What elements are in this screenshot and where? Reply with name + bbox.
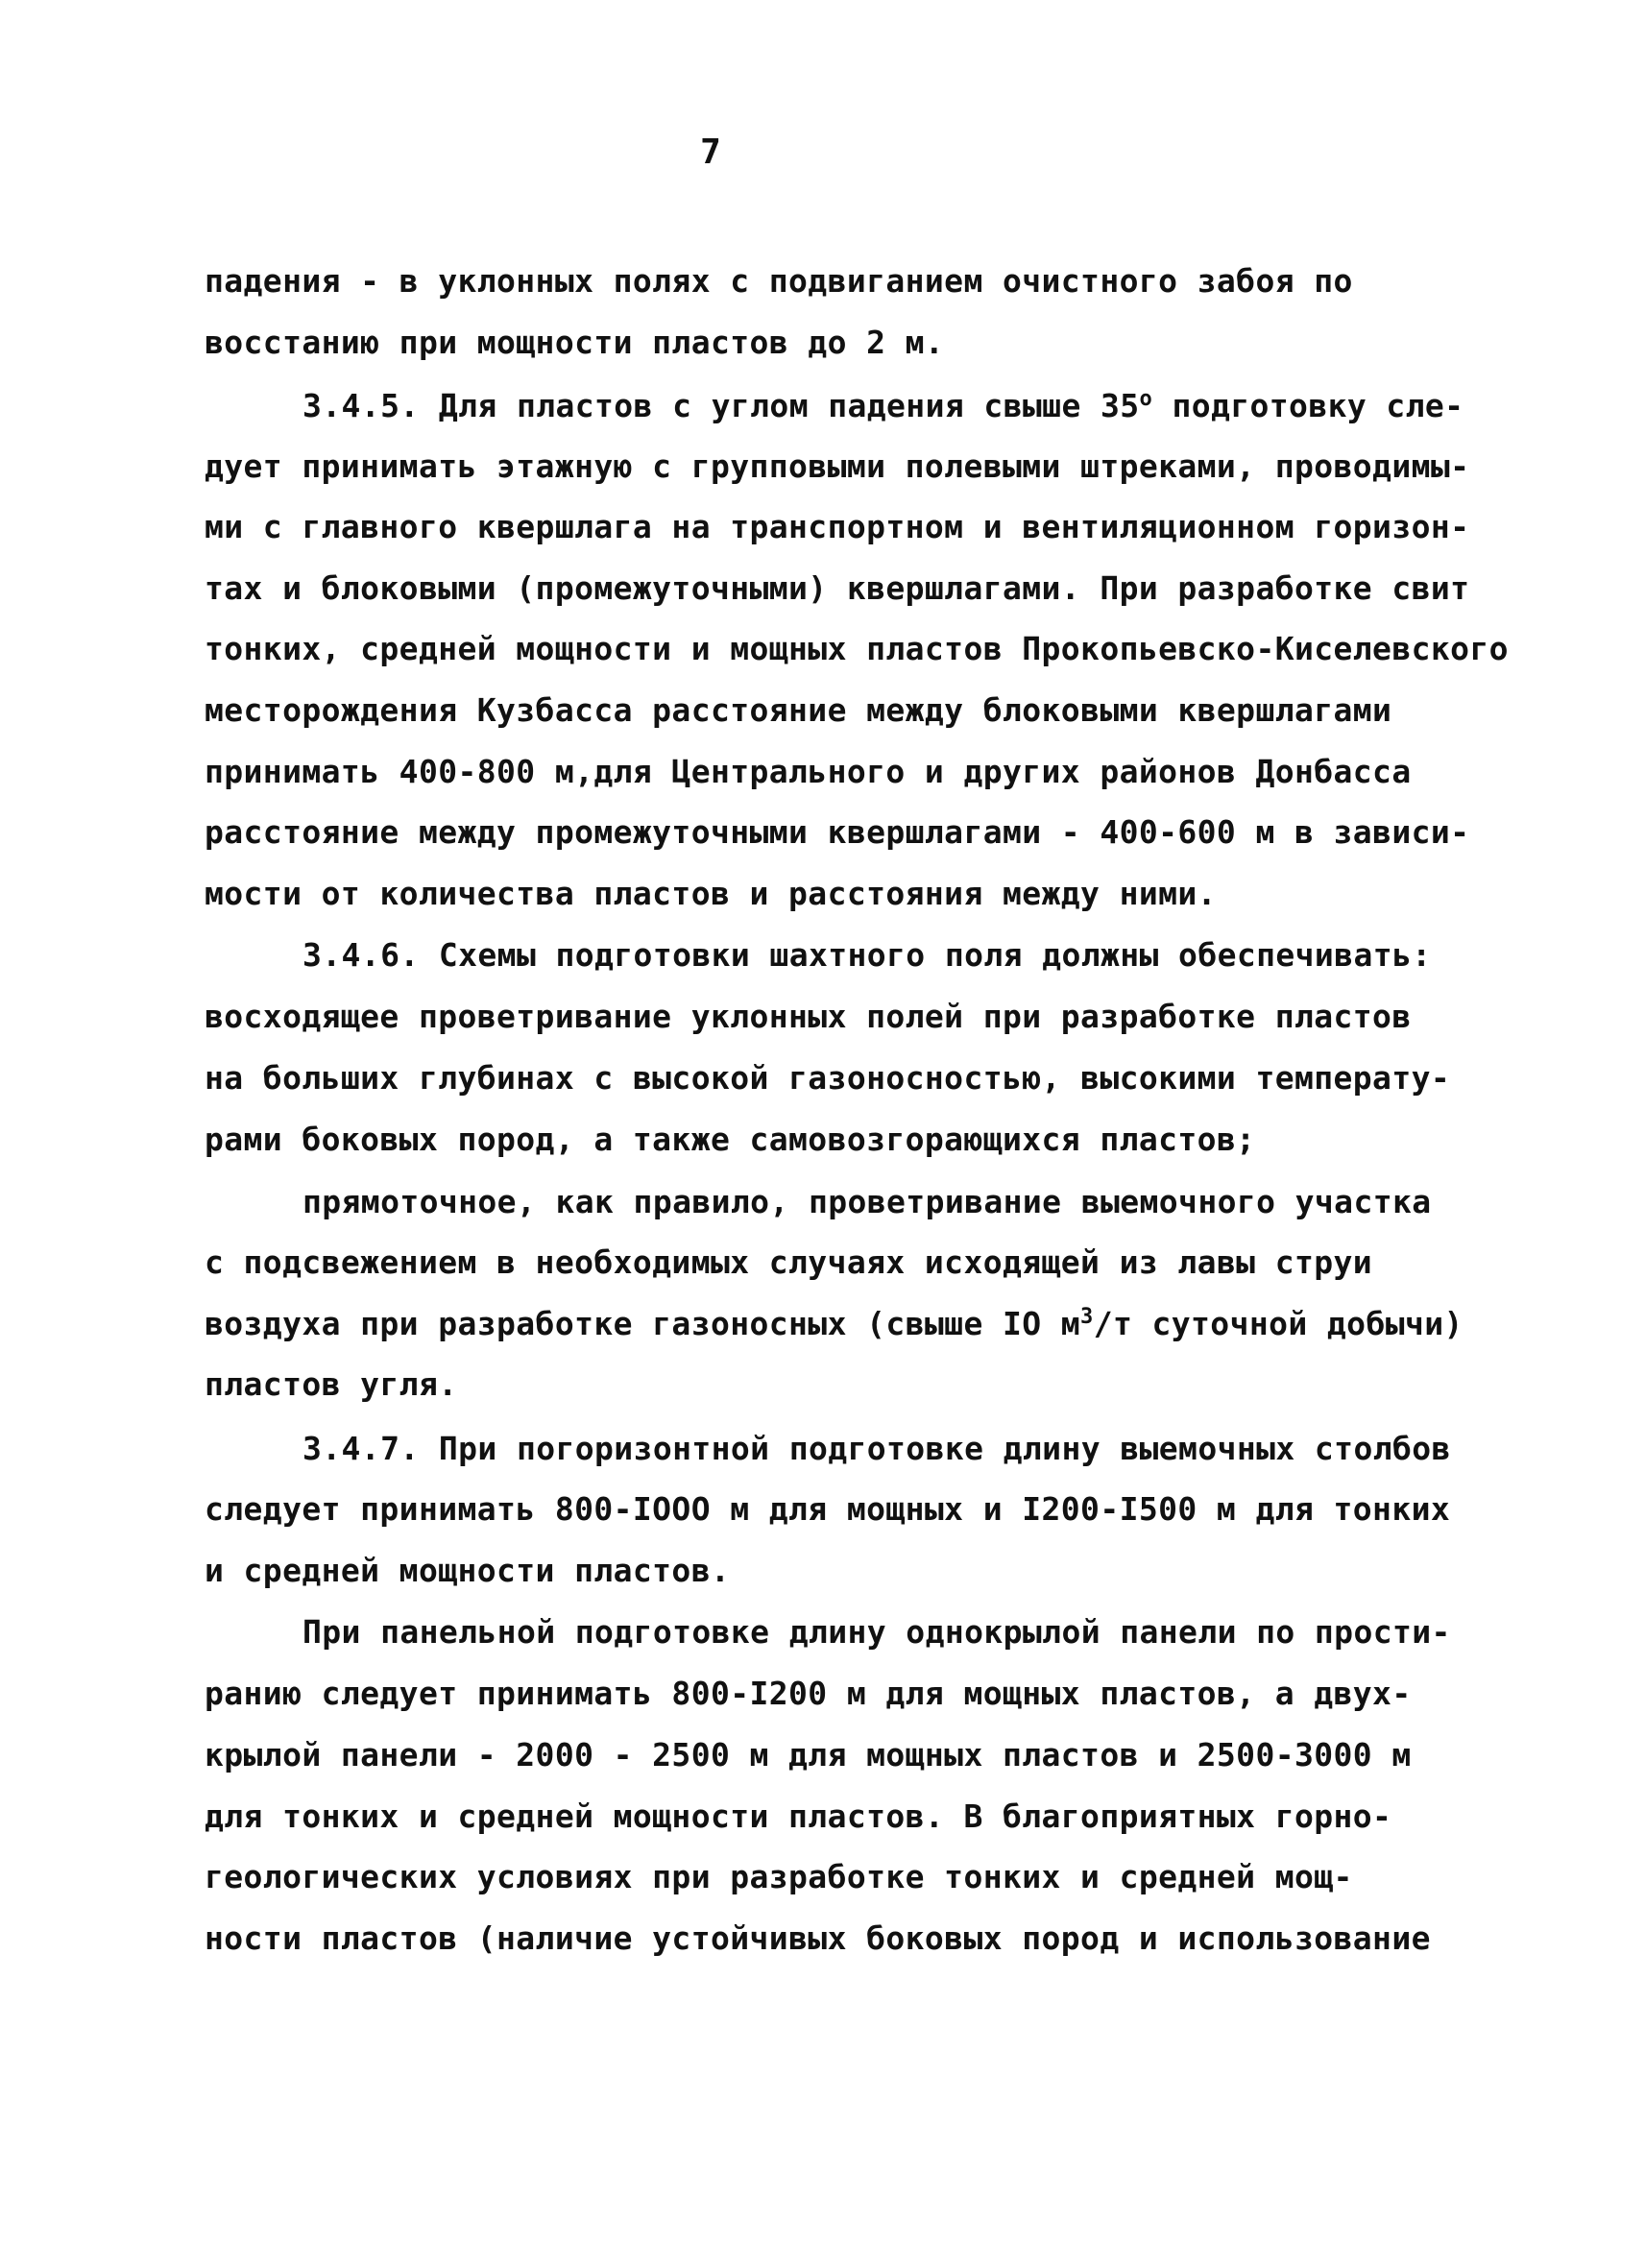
text-line: [205, 1305, 1464, 1343]
line-text: При панельной подготовке длину однокрылой панели по прости-: [302, 1613, 1451, 1651]
line-text: воздуха при разработке газоносных (свыше IO м: [205, 1305, 1081, 1342]
line-text: подготовку сле-: [1152, 387, 1464, 424]
text-line: [302, 1613, 1451, 1652]
text-line: [205, 1675, 1412, 1713]
text-line: [205, 1365, 457, 1404]
text-line: [205, 1858, 1353, 1896]
text-line: [205, 630, 1509, 668]
line-text: тах и блоковыми (промежуточными) квершлагами. При разработке свит: [205, 569, 1470, 607]
text-line: [205, 569, 1469, 608]
line-text: и средней мощности пластов.: [205, 1552, 731, 1589]
text-line: [302, 1183, 1432, 1221]
line-text: 3.4.5. Для пластов с углом падения свыше 35: [302, 387, 1140, 424]
text-line: [205, 1552, 730, 1590]
text-line: [205, 1798, 1391, 1836]
page-number: 7: [700, 133, 721, 172]
superscript-degree: o: [1139, 387, 1153, 411]
line-text: ности пластов (наличие устойчивых боковых пород и использование: [205, 1919, 1431, 1957]
line-text: с подсвежением в необходимых случаях исходящей из лавы струи: [205, 1243, 1373, 1281]
superscript-cube: 3: [1080, 1305, 1094, 1329]
text-line: [302, 936, 1432, 975]
line-text: восходящее проветривание уклонных полей при разработке пластов: [205, 998, 1412, 1035]
line-text: падения - в уклонных полях с подвиганием очистного забоя по: [205, 262, 1353, 300]
line-text: 3.4.7. При погоризонтной подготовке длину выемочных столбов: [302, 1430, 1451, 1467]
line-text: расстояние между промежуточными квершлагами - 400-600 м в зависи-: [205, 813, 1470, 851]
text-line: [205, 508, 1469, 546]
line-text: геологических условиях при разработке тонких и средней мощ-: [205, 1858, 1353, 1895]
line-text: для тонких и средней мощности пластов. В благоприятных горно-: [205, 1798, 1392, 1835]
line-text: на больших глубинах с высокой газоносностью, высокими температу-: [205, 1059, 1451, 1097]
line-text: месторождения Кузбасса расстояние между блоковыми квершлагами: [205, 691, 1392, 729]
text-line: [205, 262, 1353, 301]
line-text: ранию следует принимать 800-I200 м для мощных пластов, а двух-: [205, 1675, 1412, 1712]
line-text: тонких, средней мощности и мощных пластов Прокопьевско-Киселевского: [205, 630, 1509, 667]
line-text: дует принимать этажную с групповыми полевыми штреками, проводимы-: [205, 447, 1470, 485]
text-line: [302, 387, 1464, 425]
line-text: следует принимать 800-IOOO м для мощных и I200-I500 м для тонких: [205, 1490, 1451, 1528]
text-line: [205, 447, 1469, 486]
text-line: [302, 1430, 1451, 1468]
line-text: рами боковых пород, а также самовозгорающихся пластов;: [205, 1121, 1256, 1158]
line-text: прямоточное, как правило, проветривание выемочного участка: [302, 1183, 1432, 1220]
text-line: [205, 998, 1412, 1036]
text-line: [205, 1059, 1450, 1098]
text-line: [205, 1243, 1372, 1282]
text-line: [205, 875, 1217, 913]
text-line: [205, 1919, 1431, 1958]
line-text: 3.4.6. Схемы подготовки шахтного поля должны обеспечивать:: [302, 936, 1432, 974]
line-text: мости от количества пластов и расстояния между ними.: [205, 875, 1217, 912]
line-text: /т суточной добычи): [1093, 1305, 1464, 1342]
text-line: [205, 1121, 1255, 1159]
text-line: [205, 324, 944, 362]
line-text: пластов угля.: [205, 1365, 458, 1403]
text-line: [205, 691, 1391, 730]
line-text: принимать 400-800 м,для Центрального и других районов Донбасса: [205, 753, 1412, 790]
line-text: крылой панели - 2000 - 2500 м для мощных пластов и 2500-3000 м: [205, 1736, 1412, 1773]
line-text: ми с главного квершлага на транспортном и вентиляционном горизон-: [205, 508, 1470, 545]
text-line: [205, 753, 1412, 791]
text-line: [205, 813, 1469, 852]
text-line: [205, 1490, 1450, 1529]
line-text: восстанию при мощности пластов до 2 м.: [205, 324, 945, 361]
text-line: [205, 1736, 1412, 1774]
